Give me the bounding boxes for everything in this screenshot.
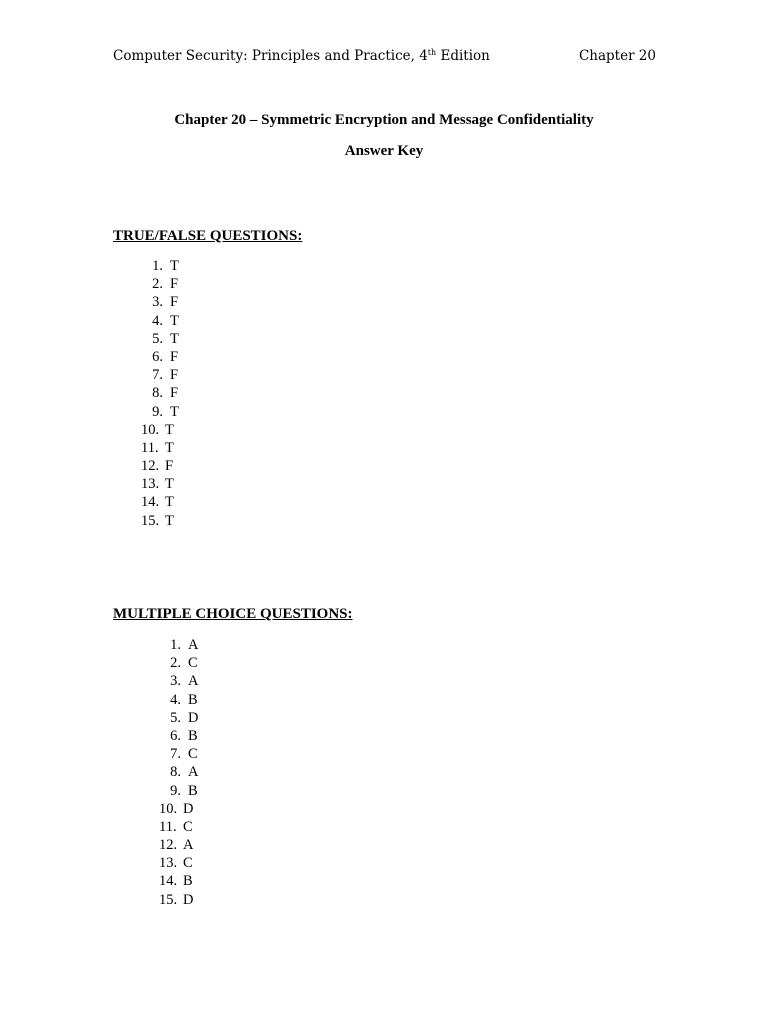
- answer-value: C: [183, 855, 193, 872]
- answer-number: 9.: [170, 782, 181, 799]
- book-title: [113, 46, 490, 66]
- answer-value: B: [188, 727, 198, 744]
- answer-value: F: [170, 276, 179, 293]
- multiple-choice-heading: MULTIPLE CHOICE QUESTIONS:: [113, 606, 353, 622]
- answer-item: [113, 293, 179, 311]
- answer-value: T: [170, 258, 179, 274]
- answer-value: T: [170, 312, 179, 329]
- answer-value: T: [165, 439, 174, 456]
- answer-number: 6.: [170, 727, 181, 744]
- answer-value: C: [188, 655, 198, 672]
- answer-value: A: [188, 637, 199, 653]
- answer-item: [131, 709, 198, 727]
- answer-number: 13.: [159, 855, 178, 872]
- answer-item: [113, 403, 179, 421]
- answer-value: A: [183, 837, 194, 854]
- answer-value: D: [188, 709, 199, 726]
- answer-value: A: [188, 764, 199, 781]
- book-title-main: Computer Security: Principles and Practice, 4: [113, 48, 428, 64]
- answer-number: 14.: [141, 494, 160, 511]
- answer-number: 11.: [141, 439, 159, 456]
- answer-number: 10.: [141, 421, 160, 438]
- answer-item: [131, 763, 198, 781]
- true-false-answer-list: [113, 257, 179, 530]
- answer-number: 5.: [152, 330, 163, 347]
- answer-value: F: [170, 294, 179, 311]
- answer-number: 2.: [170, 655, 181, 672]
- answer-item: [113, 330, 179, 348]
- answer-value: D: [183, 800, 194, 817]
- answer-number: 1.: [152, 258, 163, 274]
- answer-item: [113, 348, 179, 366]
- answer-item: [113, 475, 179, 493]
- answer-value: T: [170, 403, 179, 420]
- answer-number: 9.: [152, 403, 163, 420]
- answer-value: B: [183, 873, 193, 890]
- answer-item: [131, 654, 198, 672]
- multiple-choice-answer-list: [131, 636, 198, 909]
- answer-item: [113, 275, 179, 293]
- page-title: Chapter 20 – Symmetric Encryption and Message Confidentiality: [174, 112, 594, 128]
- answer-number: 7.: [170, 746, 181, 763]
- answer-number: 5.: [170, 709, 181, 726]
- answer-value: A: [188, 673, 199, 690]
- chapter-label: Chapter 20: [578, 48, 656, 64]
- answer-item: [131, 691, 198, 709]
- answer-number: 8.: [152, 385, 163, 402]
- answer-value: C: [188, 746, 198, 763]
- answer-value: T: [170, 330, 179, 347]
- answer-number: 6.: [152, 348, 163, 365]
- answer-number: 11.: [159, 818, 177, 835]
- answer-item: [113, 457, 179, 475]
- answer-number: 7.: [152, 367, 163, 384]
- answer-value: T: [165, 494, 174, 511]
- answer-number: 2.: [152, 276, 163, 293]
- answer-item: [113, 512, 179, 530]
- answer-item: [113, 493, 179, 511]
- answer-item: [131, 818, 198, 836]
- answer-value: F: [170, 367, 179, 384]
- answer-number: 3.: [152, 294, 163, 311]
- answer-item: [131, 636, 198, 654]
- answer-item: [131, 854, 198, 872]
- answer-number: 15.: [159, 891, 178, 908]
- answer-value: F: [165, 458, 174, 475]
- answer-number: 4.: [170, 691, 181, 708]
- answer-number: 15.: [141, 512, 160, 529]
- book-title-edition: Edition: [436, 48, 490, 64]
- answer-item: [131, 727, 198, 745]
- answer-item: [131, 745, 198, 763]
- answer-number: 8.: [170, 764, 181, 781]
- answer-number: 13.: [141, 476, 160, 493]
- answer-item: [131, 672, 198, 690]
- answer-item: [113, 384, 179, 402]
- answer-item: [131, 782, 198, 800]
- answer-number: 3.: [170, 673, 181, 690]
- answer-item: [131, 836, 198, 854]
- answer-item: [113, 439, 179, 457]
- answer-value: F: [170, 348, 179, 365]
- answer-value: T: [165, 421, 174, 438]
- page-header: [113, 46, 656, 66]
- answer-item: [113, 366, 179, 384]
- answer-number: 12.: [159, 837, 178, 854]
- answer-item: [131, 872, 198, 890]
- answer-value: F: [170, 385, 179, 402]
- answer-item: [131, 891, 198, 909]
- answer-item: [113, 421, 179, 439]
- answer-value: B: [188, 691, 198, 708]
- answer-number: 14.: [159, 873, 178, 890]
- answer-value: D: [183, 891, 194, 908]
- answer-number: 12.: [141, 458, 160, 475]
- answer-number: 4.: [152, 312, 163, 329]
- answer-value: C: [183, 818, 193, 835]
- answer-value: T: [165, 476, 174, 493]
- answer-number: 1.: [170, 637, 181, 653]
- answer-value: B: [188, 782, 198, 799]
- answer-number: 10.: [159, 800, 178, 817]
- answer-item: [113, 312, 179, 330]
- true-false-heading: TRUE/FALSE QUESTIONS:: [113, 228, 303, 244]
- answer-value: T: [165, 512, 174, 529]
- answer-item: [131, 800, 198, 818]
- book-title-superscript: th: [427, 48, 437, 57]
- answer-item: [113, 257, 179, 275]
- page-subtitle: Answer Key: [344, 143, 424, 159]
